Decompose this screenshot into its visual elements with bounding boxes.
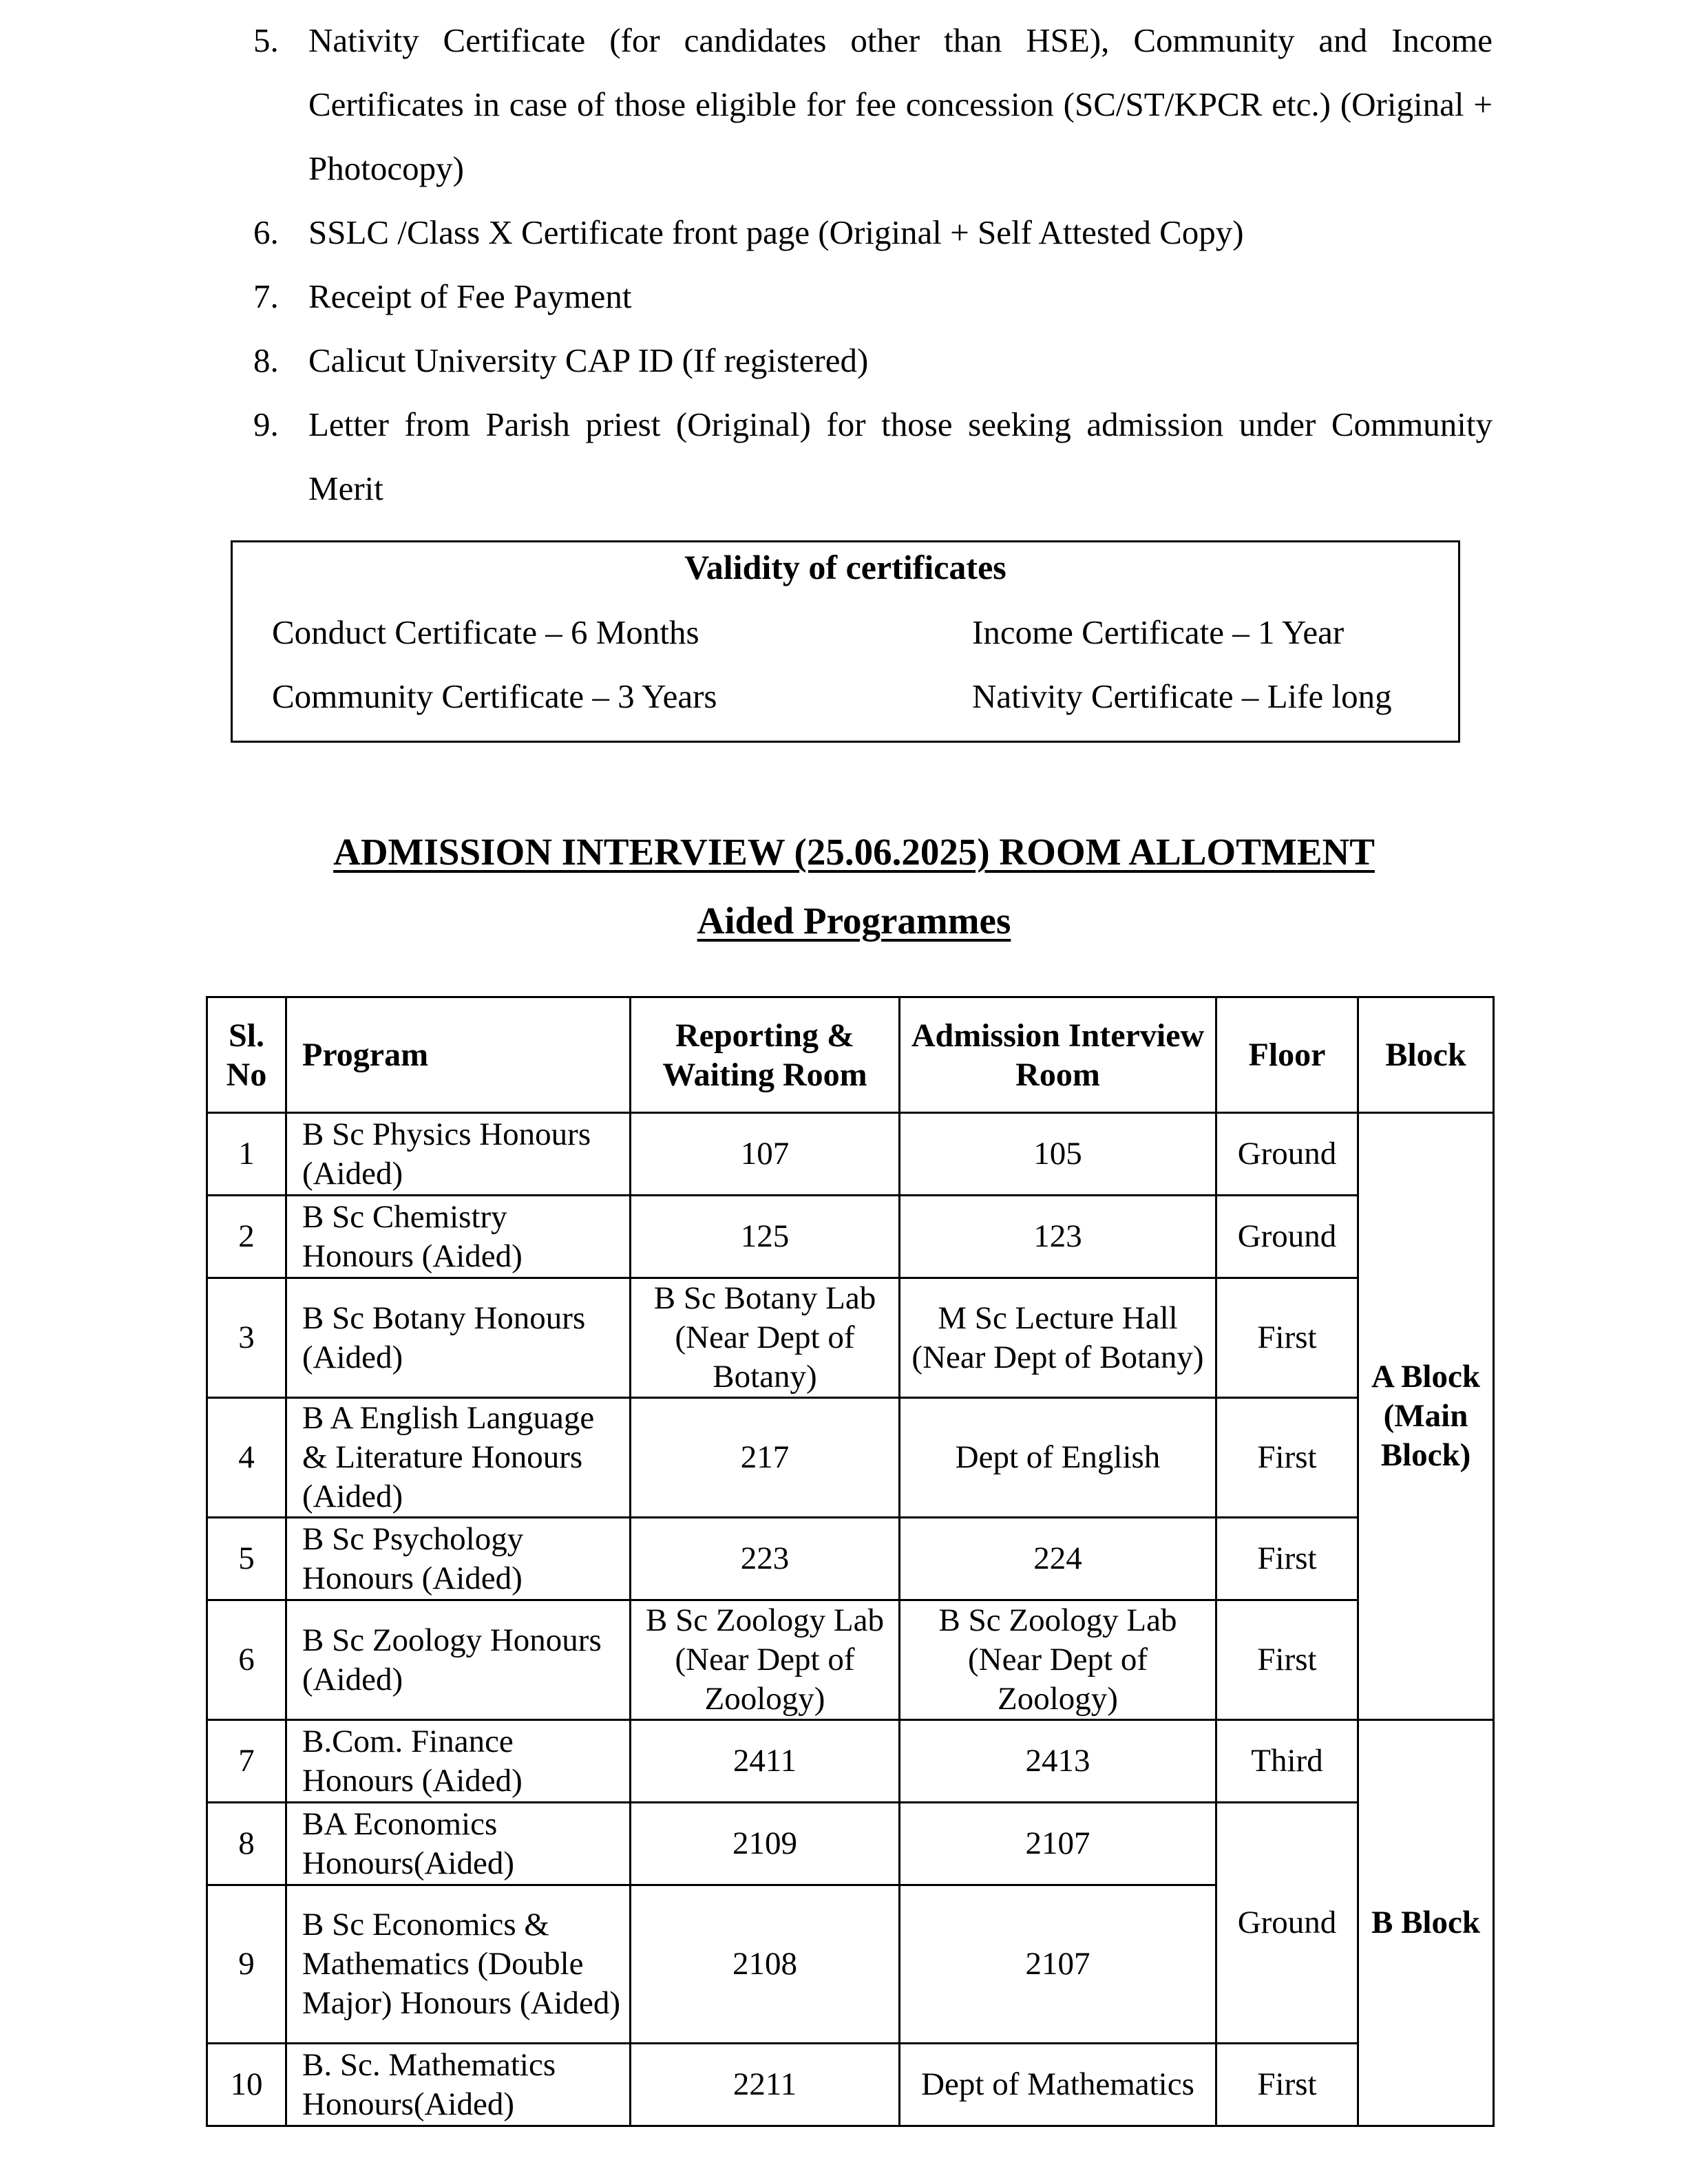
header-reporting-room: Reporting & Waiting Room [631, 997, 900, 1113]
cell-interview: Dept of English [900, 1398, 1216, 1518]
list-item-text: Letter from Parish priest (Original) for those seeking admission under Community Merit [308, 405, 1493, 507]
list-item-number: 8. [253, 341, 279, 379]
validity-box [231, 540, 1460, 743]
page-title [0, 828, 1708, 876]
cell-sl: 8 [207, 1803, 286, 1885]
cell-sl: 1 [207, 1113, 286, 1196]
table-row [207, 1196, 1494, 1278]
cell-floor: First [1216, 2044, 1358, 2126]
cell-reporting: 217 [631, 1398, 900, 1518]
document-list [253, 8, 1493, 520]
list-item-number: 6. [253, 213, 279, 251]
cell-floor: Third [1216, 1720, 1358, 1803]
validity-conduct: Conduct Certificate – 6 Months [272, 613, 699, 651]
header-block: Block [1358, 997, 1494, 1113]
table-row [207, 2044, 1494, 2126]
header-sl-no: Sl. No [207, 997, 286, 1113]
cell-sl: 4 [207, 1398, 286, 1518]
cell-interview: 123 [900, 1196, 1216, 1278]
list-item [253, 200, 1493, 264]
cell-interview: 224 [900, 1518, 1216, 1600]
cell-sl: 10 [207, 2044, 286, 2126]
table-header-row [207, 997, 1494, 1113]
cell-reporting: 107 [631, 1113, 900, 1196]
table-row [207, 1600, 1494, 1720]
validity-income: Income Certificate – 1 Year [972, 613, 1345, 651]
cell-interview: M Sc Lecture Hall (Near Dept of Botany) [900, 1278, 1216, 1398]
room-allotment-table [206, 996, 1495, 2127]
cell-floor: First [1216, 1398, 1358, 1518]
list-item [253, 8, 1493, 200]
cell-program: B.Com. Finance Honours (Aided) [286, 1720, 631, 1803]
cell-floor: First [1216, 1518, 1358, 1600]
list-item-number: 9. [253, 405, 279, 443]
list-item [253, 264, 1493, 328]
cell-floor: Ground [1216, 1803, 1358, 2044]
validity-community: Community Certificate – 3 Years [272, 677, 717, 715]
cell-program: B. Sc. Mathematics Honours(Aided) [286, 2044, 631, 2126]
list-item-text: SSLC /Class X Certificate front page (Original + Self Attested Copy) [308, 213, 1244, 251]
table-row [207, 1113, 1494, 1196]
cell-sl: 7 [207, 1720, 286, 1803]
cell-reporting: 2411 [631, 1720, 900, 1803]
cell-interview: 2107 [900, 1885, 1216, 2044]
table-row [207, 1720, 1494, 1803]
cell-program: BA Economics Honours(Aided) [286, 1803, 631, 1885]
validity-nativity: Nativity Certificate – Life long [972, 677, 1392, 715]
cell-sl: 9 [207, 1885, 286, 2044]
cell-reporting: B Sc Botany Lab (Near Dept of Botany) [631, 1278, 900, 1398]
cell-program: B Sc Chemistry Honours (Aided) [286, 1196, 631, 1278]
cell-interview: 2107 [900, 1803, 1216, 1885]
list-item-text: Receipt of Fee Payment [308, 277, 632, 315]
cell-reporting: 223 [631, 1518, 900, 1600]
cell-reporting: 2108 [631, 1885, 900, 2044]
cell-block-b: B Block [1358, 1720, 1494, 2126]
list-item-number: 5. [253, 21, 279, 59]
cell-block-a: A Block (Main Block) [1358, 1113, 1494, 1720]
table-row [207, 1278, 1494, 1398]
cell-interview: Dept of Mathematics [900, 2044, 1216, 2126]
list-item [253, 392, 1493, 520]
cell-interview: 105 [900, 1113, 1216, 1196]
cell-floor: Ground [1216, 1113, 1358, 1196]
list-item-text: Nativity Certificate (for candidates other than HSE), Community and Income Certificates in case of those eligible for fee concession (SC/ST/KPCR etc.) (Original + Photocopy) [308, 21, 1493, 187]
cell-interview: B Sc Zoology Lab (Near Dept of Zoology) [900, 1600, 1216, 1720]
cell-floor: First [1216, 1600, 1358, 1720]
list-item [253, 328, 1493, 392]
header-interview-room: Admission Interview Room [900, 997, 1216, 1113]
table-row [207, 1518, 1494, 1600]
cell-floor: Ground [1216, 1196, 1358, 1278]
table-row [207, 1803, 1494, 1885]
cell-sl: 2 [207, 1196, 286, 1278]
cell-sl: 5 [207, 1518, 286, 1600]
cell-program: B Sc Physics Honours (Aided) [286, 1113, 631, 1196]
cell-reporting: 2211 [631, 2044, 900, 2126]
page-title-text: ADMISSION INTERVIEW (25.06.2025) ROOM ALLOTMENT [333, 831, 1375, 873]
cell-program: B A English Language & Literature Honours (Aided) [286, 1398, 631, 1518]
cell-program: B Sc Zoology Honours (Aided) [286, 1600, 631, 1720]
header-program: Program [286, 997, 631, 1113]
table-row [207, 1398, 1494, 1518]
cell-program: B Sc Economics & Mathematics (Double Major) Honours (Aided) [286, 1885, 631, 2044]
cell-program: B Sc Botany Honours (Aided) [286, 1278, 631, 1398]
cell-reporting: 125 [631, 1196, 900, 1278]
list-item-number: 7. [253, 277, 279, 315]
header-floor: Floor [1216, 997, 1358, 1113]
cell-reporting: 2109 [631, 1803, 900, 1885]
cell-reporting: B Sc Zoology Lab (Near Dept of Zoology) [631, 1600, 900, 1720]
cell-sl: 6 [207, 1600, 286, 1720]
list-item-text: Calicut University CAP ID (If registered) [308, 341, 869, 379]
cell-floor: First [1216, 1278, 1358, 1398]
cell-interview: 2413 [900, 1720, 1216, 1803]
cell-program: B Sc Psychology Honours (Aided) [286, 1518, 631, 1600]
page-subtitle-text: Aided Programmes [697, 900, 1011, 942]
cell-sl: 3 [207, 1278, 286, 1398]
validity-title: Validity of certificates [684, 548, 1006, 586]
page-subtitle [0, 897, 1708, 945]
